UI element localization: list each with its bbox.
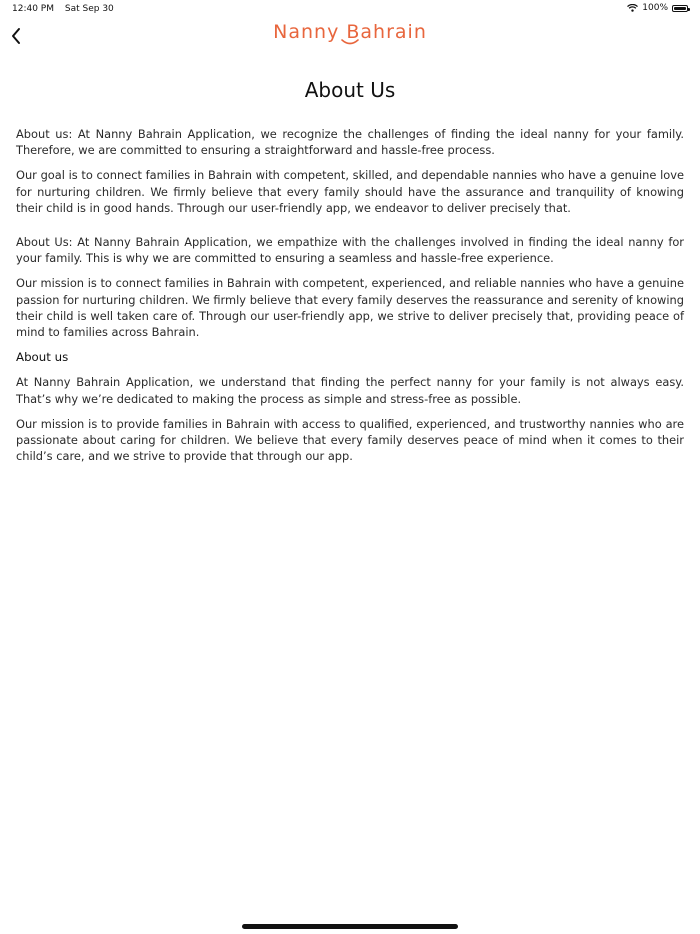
logo-text: Nanny Bahrain [273, 21, 427, 43]
nav-header [0, 18, 700, 60]
wifi-icon [627, 4, 638, 12]
about-subheading: About us [16, 350, 69, 365]
paragraph-4: Our mission is to connect families in Bahrain with competent, experienced, and reliable nannies who have a genuine passion for nurturing children. We firmly believe that every family deserves the reassurance and serenity of knowing their child is well taken care of. Through our user-friendly app, we strive to deliver precisely that, providing peace of mind to families across Bahrain. [16, 276, 684, 340]
status-left [12, 4, 122, 14]
paragraph-2: Our goal is to connect families in Bahrain with competent, skilled, and dependable nannies who have a genuine love for nurturing children. We firmly believe that every family should have the assurance and tranquility of knowing their child is in good hands. Through our user-friendly app, we endeavor to deliver precisely that. [16, 168, 684, 215]
status-right [627, 3, 688, 13]
battery-icon [672, 5, 688, 12]
battery-fill [674, 7, 686, 10]
home-indicator[interactable] [242, 924, 458, 929]
about-content [16, 126, 684, 473]
app-logo [0, 21, 700, 47]
paragraph-6: Our mission is to provide families in Bahrain with access to qualified, experienced, and trustworthy nannies who are passionate about caring for children. We believe that every family deserves peace of mind when it comes to their child’s care, and we strive to provide that through our app. [16, 416, 684, 464]
battery-percent: 100% [642, 3, 668, 13]
paragraph-3: About Us: At Nanny Bahrain Application, we empathize with the challenges involved in finding the ideal nanny for your family. This is why we are committed to ensuring a seamless and hassle-free experience. [16, 235, 684, 266]
status-bar [0, 0, 700, 18]
status-date: Sat Sep 30 [64, 4, 114, 14]
page-title: About Us [304, 78, 396, 102]
paragraph-5: At Nanny Bahrain Application, we understand that finding the perfect nanny for your family is not always easy. That’s why we’re dedicated to making the process as simple and stress-free as possible. [16, 375, 684, 406]
status-time: 12:40 PM [12, 4, 54, 14]
paragraph-1: About us: At Nanny Bahrain Application, we recognize the challenges of finding the ideal nanny for your family. Therefore, we are committed to ensuring a straightforward and hassle-free process. [16, 127, 684, 158]
